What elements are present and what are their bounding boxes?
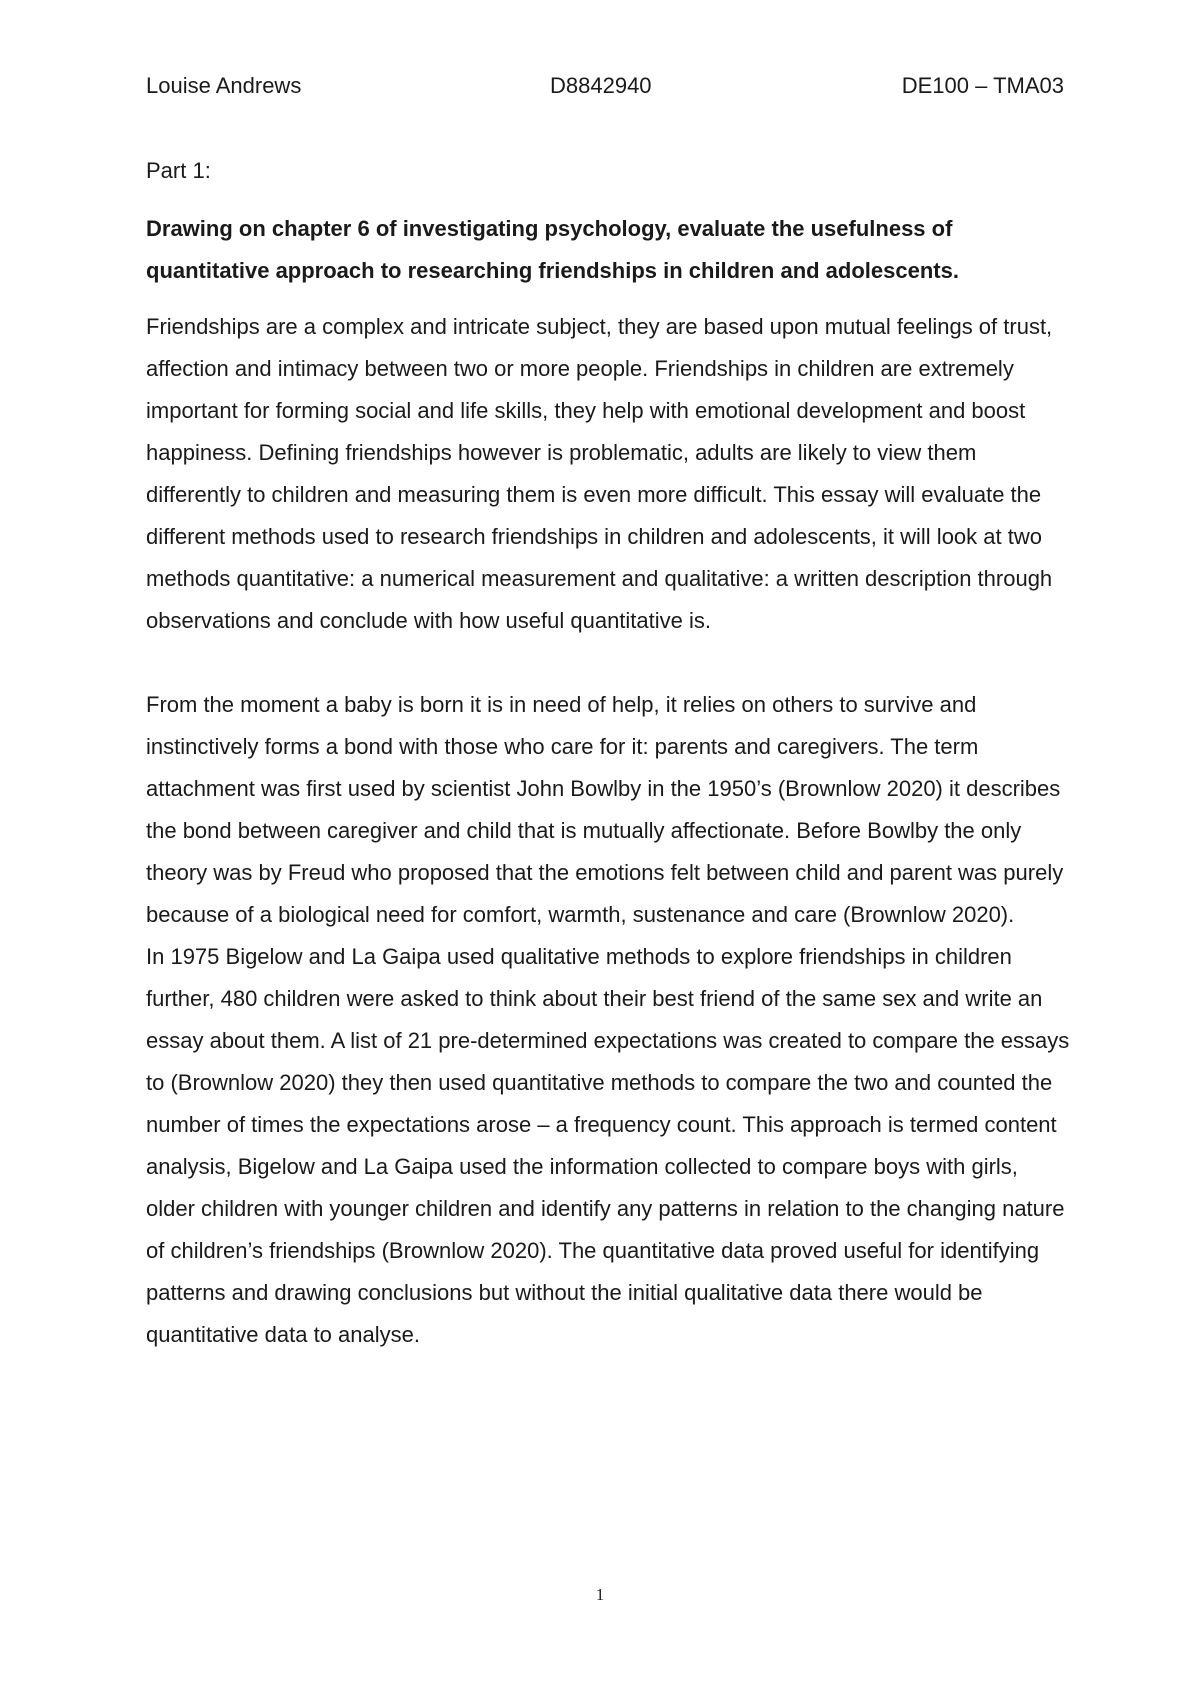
page-header <box>146 70 1064 102</box>
essay-question: Drawing on chapter 6 of investigating psychology, evaluate the usefulness of quantitative approach to researching friendships in children and adolescents. <box>146 216 959 283</box>
paragraph-introduction: Friendships are a complex and intricate subject, they are based upon mutual feelings of trust, affection and intimacy between two or more people. Friendships in children are extremely important for forming social and life skills, they help with emotional development and boost happiness. Defining friendships however is problematic, adults are likely to view them differently to children and measuring them is even more difficult. This essay will evaluate the different methods used to research friendships in children and adolescents, it will look at two methods quantitative: a numerical measurement and qualitative: a written description through observations and conclude with how useful quantitative is. <box>146 314 1053 633</box>
paragraph-spacer <box>146 642 1070 684</box>
document-body <box>146 150 1070 1356</box>
header-course: DE100 – TMA03 <box>901 73 1064 98</box>
paragraph-bigelow-la-gaipa: In 1975 Bigelow and La Gaipa used qualitative methods to explore friendships in children further, 480 children were asked to think about their best friend of the same sex and write an essay about them. A list of 21 pre-determined expectations was created to compare the essays to (Brownlow 2020) they then used quantitative methods to compare the two and counted the number of times the expectations arose – a frequency count. This approach is termed content analysis, Bigelow and La Gaipa used the information collected to compare boys with girls, older children with younger children and identify any patterns in relation to the changing nature of children’s friendships (Brownlow 2020). The quantitative data proved useful for identifying patterns and drawing conclusions but without the initial qualitative data there would be quantitative data to analyse. <box>146 944 1070 1347</box>
paragraph-attachment: From the moment a baby is born it is in need of help, it relies on others to survive and instinctively forms a bond with those who care for it: parents and caregivers. The term attachment was first used by scientist John Bowlby in the 1950’s (Brownlow 2020) it describes the bond between caregiver and child that is mutually affectionate. Before Bowlby the only theory was by Freud who proposed that the emotions felt between child and parent was purely because of a biological need for comfort, warmth, sustenance and care (Brownlow 2020). <box>146 692 1064 927</box>
header-student-id: D8842940 <box>550 73 652 98</box>
header-author: Louise Andrews <box>146 73 302 98</box>
part-label: Part 1: <box>146 158 211 183</box>
page-number: 1 <box>595 1585 605 1604</box>
